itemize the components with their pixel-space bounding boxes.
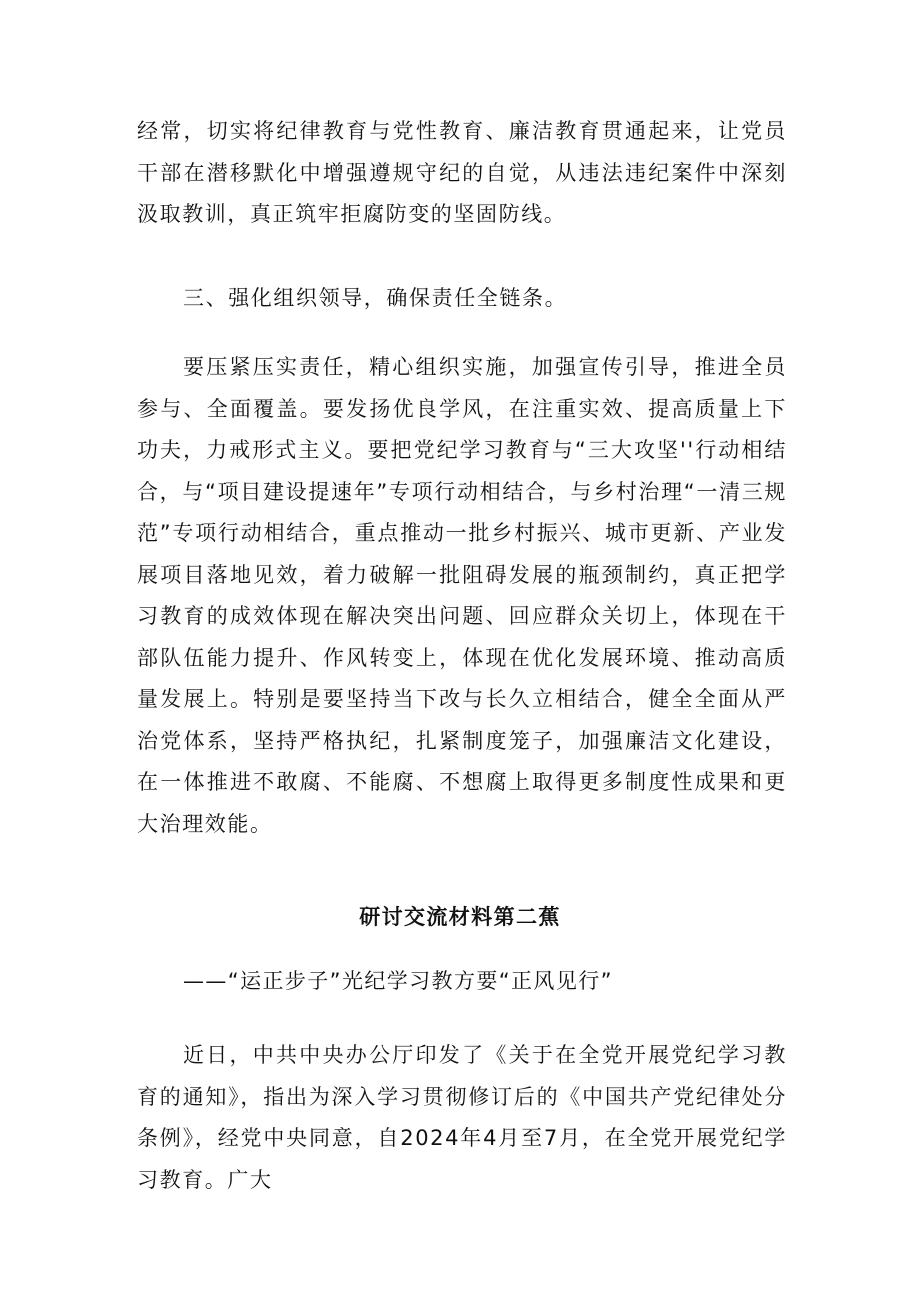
section-heading: 三、强化组织领导，确保责任全链条。 <box>183 286 568 310</box>
paragraph-section-three: 要压紧压实责任，精心组织实施，加强宣传引导，推进全员参与、全面覆盖。要发扬优良学风，在注重实效、提高质量上下功夫，力戒形式主义。要把党纪学习教育与“三大攻坚''行动相结合，与“项目建设提速年”专项行动相结合，与乡村治理“一清三规范”专项行动相结合，重点推动一批乡村振兴、城市更新、产业发展项目落地见效，着力破解一批阻碍发展的瓶颈制约，真正把学习教育的成效体现在解决突出问题、回应群众关切上，体现在干部队伍能力提升、作风转变上，体现在优化发展环境、推动高质量发展上。特别是要坚持当下改与长久立相结合，健全全面从严治党体系，坚持严格执纪，扎紧制度笼子，加强廉洁文化建设，在一体推进不敢腐、不能腐、不想腐上取得更多制度性成果和更大治理效能。 <box>137 355 787 836</box>
second-material-subtitle: ——“运正步子”光纪学习教方要“正风见行” <box>183 969 613 993</box>
second-material-title: 研讨交流材料第二蕉 <box>359 905 561 929</box>
paragraph-continued: 经常，切实将纪律教育与党性教育、廉洁教育贯通起来，让党员干部在潜移默化中增强遵规守纪的自觉，从违法违纪案件中深刻汲取教训，真正筑牢拒腐防变的坚固防线。 <box>137 119 787 226</box>
paragraph-intro: 近日，中共中央办公厅印发了《关于在全党开展党纪学习教育的通知》，指出为深入学习贯彻修订后的《中国共产党纪律处分条例》，经党中央同意，自2024年4月至7月，在全党开展党纪学习教育。广大 <box>137 1043 787 1192</box>
